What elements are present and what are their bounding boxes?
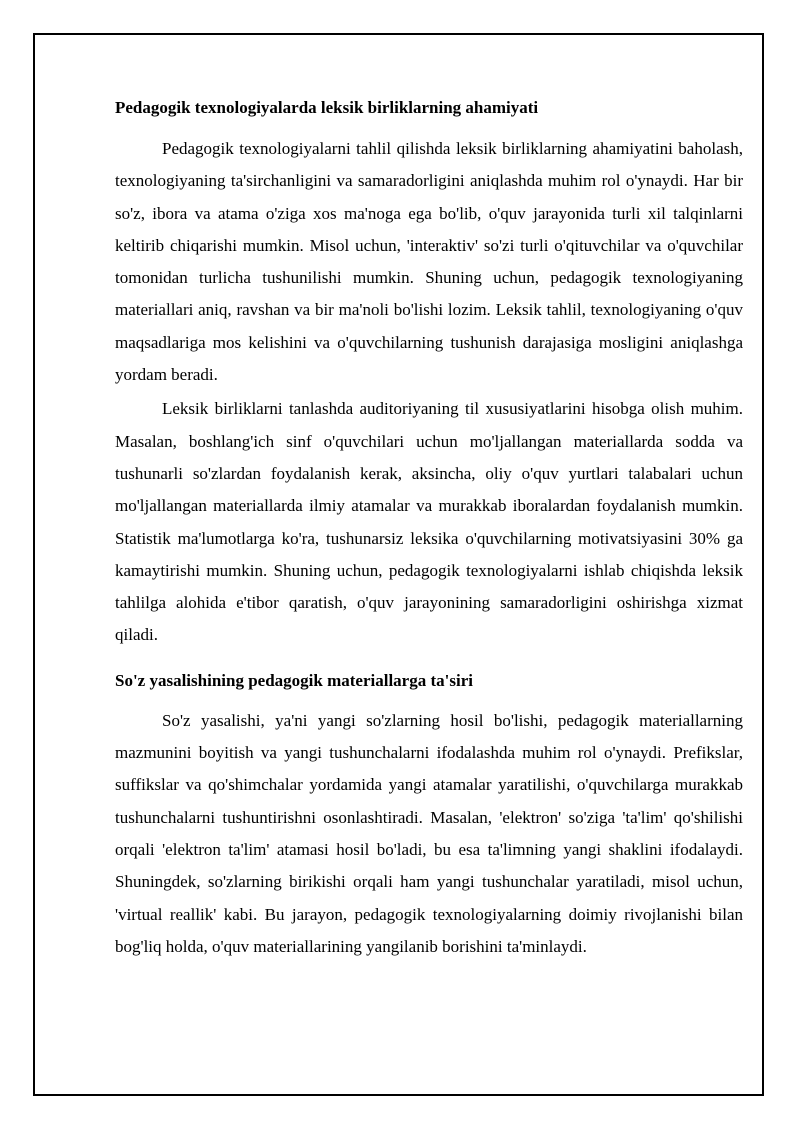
paragraph-word-formation: So'z yasalishi, ya'ni yangi so'zlarning hosil bo'lishi, pedagogik materiallarning mazmunini boyitish va yangi tushunchalarni ifodalashda muhim rol o'ynaydi. Prefikslar, suffikslar va qo'shimchalar yordamida yangi atamalar yaratilishi, o'quvchilarga murakkab tushunchalarni tushuntirishni osonlashtiradi. Masalan, 'elektron' so'ziga 'ta'lim' qo'shilishi orqali 'elektron ta'lim' atamasi hosil bo'ladi, bu esa ta'limning yangi shaklini ifodalaydi. Shuningdek, so'zlarning birikishi orqali ham yangi tushunchalar yaratiladi, misol uchun, 'virtual reallik' kabi. Bu jarayon, pedagogik texnologiyalarning doimiy rivojlanishi bilan bog'liq holda, o'quv materiallarining yangilanib borishini ta'minlaydi. bbox=[115, 710, 743, 956]
paragraph-lexical-selection: Leksik birliklarni tanlashda auditoriyaning til xususiyatlarini hisobga olish muhim. Masalan, boshlang'ich sinf o'quvchilari uchun mo'ljallangan materiallarda sodda va tushunarli so'zlardan foydalanish kerak, aksincha, oliy o'quv yurtlari talabalari uchun mo'ljallangan materiallarda ilmiy atamalar va murakkab iboralardan foydalanish mumkin. Statistik ma'lumotlarga ko'ra, tushunarsiz leksika o'quvchilarning motivatsiyasini 30% ga kamaytirishi mumkin. Shuning uchun, pedagogik texnologiyalarni ishlab chiqishda leksik tahlilga alohida e'tibor qaratish, o'quv jarayonining samaradorligini oshirishga xizmat qiladi. bbox=[115, 399, 743, 645]
document-body bbox=[115, 96, 743, 963]
paragraph-lexical-analysis: Pedagogik texnologiyalarni tahlil qilishda leksik birliklarning ahamiyatini baholash, texnologiyaning ta'sirchanligini va samaradorligini aniqlashda muhim rol o'ynaydi. Har bir so'z, ibora va atama o'ziga xos ma'noga ega bo'lib, o'quv jarayonida turli xil talqinlarni keltirib chiqarishi mumkin. Misol uchun, 'interaktiv' so'zi turli o'qituvchilar va o'quvchilar tomonidan turlicha tushunilishi mumkin. Shuning uchun, pedagogik texnologiyaning materiallari aniq, ravshan va bir ma'noli bo'lishi lozim. Leksik tahlil, texnologiyaning o'quv maqsadlariga mos kelishini va o'quvchilarning tushunish darajasiga mosligini aniqlashga yordam beradi. bbox=[115, 139, 743, 385]
section-heading-lexical-units: Pedagogik texnologiyalarda leksik birliklarning ahamiyati bbox=[115, 98, 539, 117]
section-heading-word-formation: So'z yasalishining pedagogik materiallarga ta'siri bbox=[115, 670, 473, 690]
